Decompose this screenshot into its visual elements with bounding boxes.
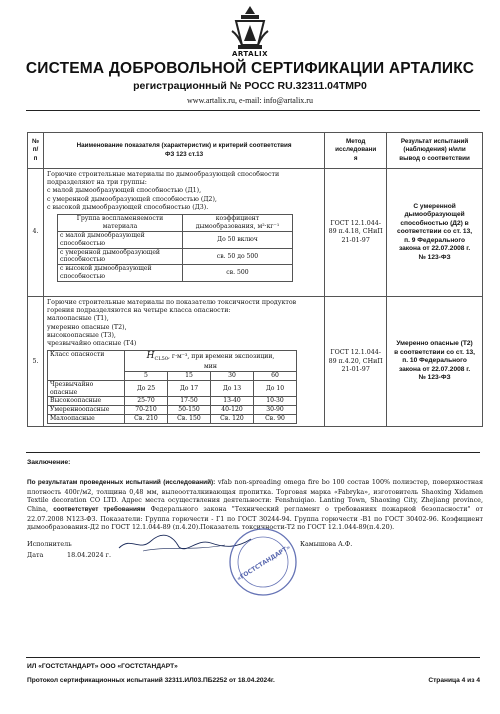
conclusion-text <box>27 478 483 532</box>
svg-text:«ГОСТСТАНДАРТ»: «ГОСТСТАНДАРТ» <box>235 543 292 583</box>
results-table <box>27 132 483 427</box>
registration-number: регистрационный № РОСС RU.32311.04ТМР0 <box>133 80 367 92</box>
table-row <box>47 380 296 397</box>
tox-class: Чрезвычайно опасные <box>47 380 124 397</box>
time-header: 30 <box>210 371 253 380</box>
sub-cell: с умеренной дымообразующей способностью <box>57 248 182 265</box>
hcl-subscript: CL50 <box>154 356 169 363</box>
tox-class: Малоопасные <box>47 415 124 424</box>
contact-line: www.artalix.ru, e-mail: info@artalix.ru <box>187 96 313 105</box>
artalix-logo <box>228 5 272 51</box>
sub-cell: с высокой дымообразующей способностью <box>57 265 182 282</box>
tox-value: Св. 210 <box>124 415 167 424</box>
company-stamp <box>228 527 298 597</box>
tox-value: 30-90 <box>253 406 296 415</box>
tox-value: 10-30 <box>253 397 296 406</box>
executor-label: Исполнитель <box>27 540 72 548</box>
footer-divider <box>26 657 480 658</box>
sub-cell: св. 50 до 500 <box>182 248 292 265</box>
conclusion-body-2: Федерального закона "Технический регламент о требованиях пожарной безопасности" от 22.07.2008 N123-ФЗ. Показатели: Группа горючести - Г1 по ГОСТ 30244-94. Группа горючести -В1 по ГОСТ 30402-96. Коэфициент дымообразования-Д2 по ГОСТ 12.1.044-89 (п.4.20).Показатель токсичности-Т2 по ГОСТ 12.1.044-89(п.4.20). <box>27 504 483 532</box>
table-header-row <box>28 133 483 169</box>
table-row <box>57 248 292 265</box>
indicator-cell <box>43 297 324 427</box>
sub-header: Группа воспламеняемости материала <box>57 214 182 231</box>
tox-value: Св. 150 <box>167 415 210 424</box>
tox-value: Св. 120 <box>210 415 253 424</box>
tox-class: Умеренноопасные <box>47 406 124 415</box>
signature-date: 18.04.2024 г. <box>67 551 112 559</box>
class-header: Класс опасности <box>47 351 124 381</box>
row-number: 4. <box>28 169 44 297</box>
method-cell: ГОСТ 12.1.044- 89 п.4.20, СНиП 21-01-97 <box>325 297 387 427</box>
tox-value: 40-120 <box>210 406 253 415</box>
tox-value: 17-50 <box>167 397 210 406</box>
row-number: 5. <box>28 297 44 427</box>
tox-value: 13-40 <box>210 397 253 406</box>
hcl-header <box>124 351 296 372</box>
result-cell: С умеренной дымообразующей способностью (Д2) в соответствии со ст. 13, п. 9 Федерального закона от 22.07.2008 г. № 123-ФЗ <box>387 169 483 297</box>
col-header-indicator: Наименование показателя (характеристик) и критерий соответствия ФЗ 123 ст.13 <box>43 133 324 169</box>
executor-name: Камышова А.Ф. <box>300 540 353 548</box>
table-row <box>57 231 292 248</box>
table-row <box>47 397 296 406</box>
col-header-result: Результат испытаний (наблюдения) н/или вывод о соответствии <box>387 133 483 169</box>
tox-value: 25-70 <box>124 397 167 406</box>
hcl-unit: , г·м⁻³, при времени экспозиции, мин <box>168 353 275 370</box>
conclusion-divider <box>26 452 480 453</box>
sub-cell: св. 500 <box>182 265 292 282</box>
sub-cell: До 50 включ <box>182 231 292 248</box>
tox-value: До 17 <box>167 380 210 397</box>
col-header-num: № п/ п <box>28 133 44 169</box>
date-label: Дата <box>27 551 44 559</box>
brand-name: ARTALIX <box>231 50 269 58</box>
footer-org: ИЛ «ГОСТСТАНДАРТ» ООО «ГОСТСТАНДАРТ» <box>27 663 178 670</box>
result-cell: Умеренно опасные (Т2) в соответствии со ст. 13, п. 10 Федерального закона от 22.07.2008 г. № 123-ФЗ <box>387 297 483 427</box>
tox-class: Высокоопасные <box>47 397 124 406</box>
toxicity-table <box>47 350 297 424</box>
table-row <box>28 297 483 427</box>
table-row <box>28 169 483 297</box>
tox-value: Св. 90 <box>253 415 296 424</box>
hcl-symbol: H <box>146 351 155 362</box>
tox-value: 70-210 <box>124 406 167 415</box>
col-header-method: Метод исследовани я <box>325 133 387 169</box>
tox-value: До 10 <box>253 380 296 397</box>
indicator-cell <box>43 169 324 297</box>
time-header: 5 <box>124 371 167 380</box>
time-header: 60 <box>253 371 296 380</box>
header-divider <box>26 110 480 111</box>
conclusion-compliance: соответствует требованиям <box>53 505 146 513</box>
conclusion-intro: По результатам проведенных испытаний (исследований): <box>27 479 216 486</box>
table-row <box>47 415 296 424</box>
tox-value: 50-150 <box>167 406 210 415</box>
time-header: 15 <box>167 371 210 380</box>
sub-cell: с малой дымообразующей способностью <box>57 231 182 248</box>
footer-protocol: Протокол сертификационных испытаний 32311.ИЛ03.ПБ2252 от 18.04.2024г. <box>27 677 275 684</box>
conclusion-heading: Заключение: <box>27 459 71 466</box>
tox-value: До 13 <box>210 380 253 397</box>
system-title: СИСТЕМА ДОБРОВОЛЬНОЙ СЕРТИФИКАЦИИ АРТАЛИКС <box>25 60 475 77</box>
tox-value: До 25 <box>124 380 167 397</box>
indicator-text: Горючие строительные материалы по дымообразующей способности подразделяют на три группы: с малой дымообразующей способностью (Д1), с умеренной дымообразующей способностью (Д2), с высокой дымообразующей способностью (Д3). <box>46 171 280 211</box>
indicator-text: Горючие строительные материалы по показателю токсичности продуктов горения подразделяются на четыре класса опасности: малоопасные (Т1), умеренно опасные (Т2), высокоопасные (Т3), чрезвычайно опасные (Т4) <box>46 299 297 347</box>
method-cell: ГОСТ 12.1.044- 89 п.4.18, СНиП 21-01-97 <box>325 169 387 297</box>
conclusion-body-1: vfab non-spreading omega fire bo 100 состав 100% полиэстер, поверхностная плотность 400г/м2, толщина 0,48 мм, вылеоотталкивающая пропитка. Торговая марка «Fabryka», изготовитель Shaoxing Xidamen Textile decoration CO LTD. Адрес места осуществления деятельности: Fenshuiqiao. Lanting Town, Shaoxing City, Zhejiang province, China, <box>27 478 483 513</box>
table-row <box>47 406 296 415</box>
smoke-group-table <box>57 214 293 282</box>
sub-header: коэффициент дымообразования, м²·кг⁻¹ <box>182 214 292 231</box>
page-number: Страница 4 из 4 <box>428 677 480 684</box>
table-row <box>57 265 292 282</box>
